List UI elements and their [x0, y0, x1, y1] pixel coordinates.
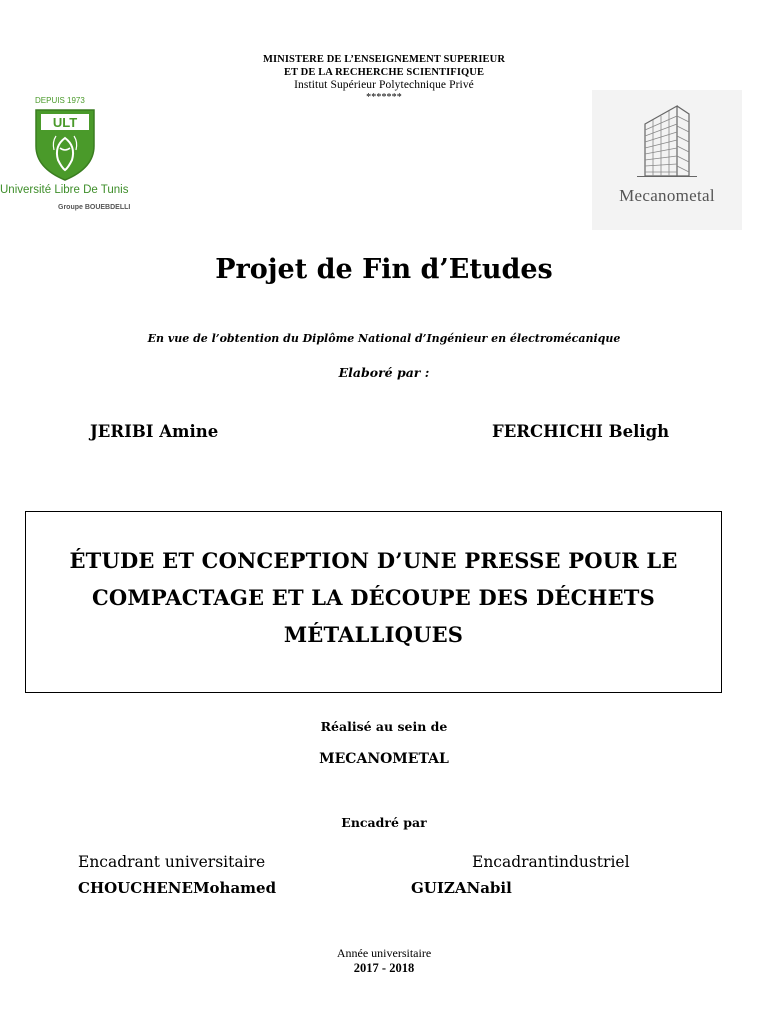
- ult-group: Groupe BOUEBDELLI: [58, 204, 131, 211]
- author-name: FERCHICHI Beligh: [492, 422, 670, 441]
- ult-initials: ULT: [52, 115, 78, 130]
- realized-at-label: Réalisé au sein de: [320, 719, 448, 734]
- thesis-title-line-3: MÉTALLIQUES: [283, 622, 464, 647]
- mecanometal-name: Mecanometal: [619, 186, 715, 205]
- industrial-supervisor-role: Encadrantindustriel: [472, 853, 630, 871]
- institute-name: Institut Supérieur Polytechnique Privé: [294, 79, 474, 91]
- ult-shield-icon: [32, 106, 98, 182]
- thesis-title: [26, 542, 721, 653]
- thesis-title-box: [25, 511, 722, 693]
- ult-since: DEPUIS 1973: [35, 96, 85, 105]
- company-name: MECANOMETAL: [319, 751, 449, 767]
- document-title: Projet de Fin d’Etudes: [215, 254, 553, 285]
- thesis-title-line-2: COMPACTAGE ET LA DÉCOUPE DES DÉCHETS: [92, 585, 655, 610]
- ult-logo: [0, 96, 132, 216]
- mecanometal-logo: [592, 90, 742, 230]
- ult-name: Université Libre De Tunis: [0, 184, 129, 196]
- ministry-line-2: ET DE LA RECHERCHE SCIENTIFIQUE: [283, 67, 485, 78]
- author-name: JERIBI Amine: [90, 422, 219, 441]
- prepared-by-label: Elaboré par :: [338, 365, 430, 380]
- industrial-supervisor-name: GUIZANabil: [411, 879, 512, 897]
- ministry-line-1: MINISTERE DE L’ENSEIGNEMENT SUPERIEUR: [262, 54, 506, 65]
- academic-year: 2017 - 2018: [353, 961, 415, 975]
- supervised-by-label: Encadré par: [341, 815, 427, 830]
- academic-supervisor-name: CHOUCHENEMohamed: [78, 879, 277, 897]
- thesis-title-line-1: ÉTUDE ET CONCEPTION D’UNE PRESSE POUR LE: [69, 548, 678, 573]
- header-separator: *******: [366, 92, 402, 103]
- academic-year-label: Année universitaire: [336, 946, 432, 960]
- building-icon: [637, 102, 697, 180]
- degree-subtitle: En vue de l’obtention du Diplôme National d’Ingénieur en électromécanique: [147, 332, 621, 345]
- academic-supervisor-role: Encadrant universitaire: [78, 853, 266, 871]
